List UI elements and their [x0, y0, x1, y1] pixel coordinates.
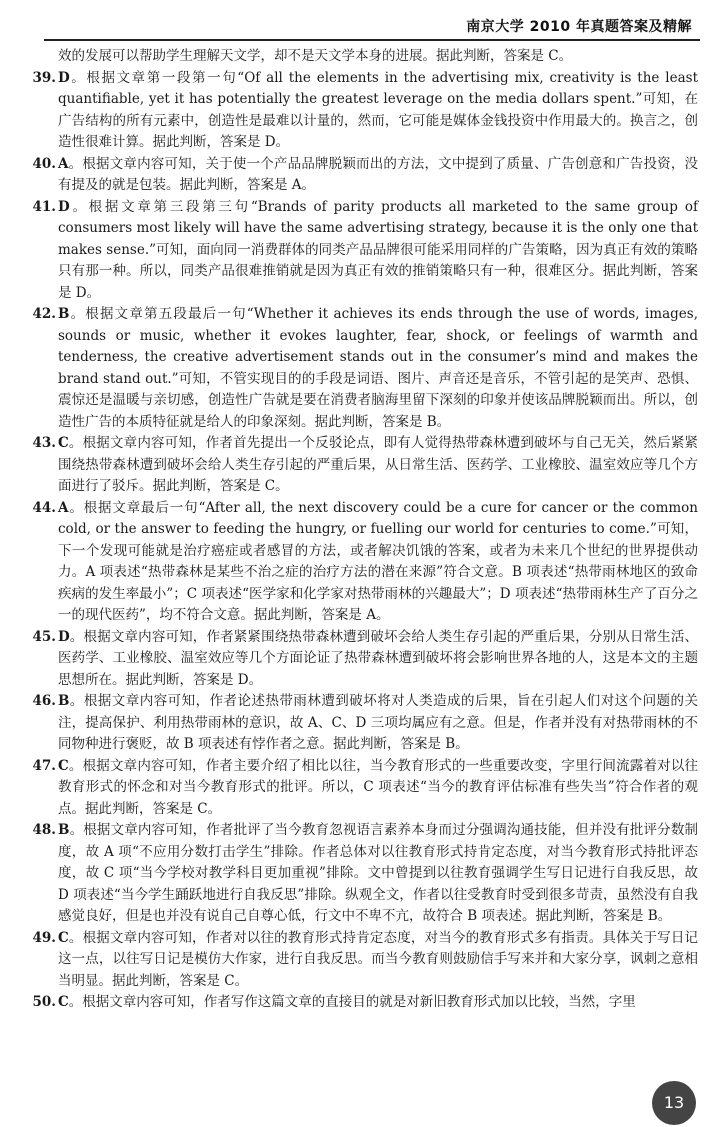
item-number: 41. — [32, 198, 56, 215]
item-40 — [24, 154, 698, 197]
page-number-badge: 13 — [652, 1081, 696, 1125]
item-answer: D — [58, 69, 70, 86]
item-text: 。根据文章最后一句“After all, the next discovery could be a cure for cancer or the common cold, or the answer to feeding the hungry, or fuelling our world for centuries to come.”可知，下一个发现可能就是治疗癌症或者感冒的方法，或者解决饥饿的答案，或者为未来几个世纪的世界提供动力。A 项表述“热带森林是某些不治之症的治疗方法的潜在来源”符合文意。B 项表述“热带雨林地区的致命疾病的发生率最小”；C 项表述“医学家和化学家对热带雨林的兴趣最大”；D 项表述“热带雨林生产了百分之一的现代医药”，均不符合文意。据此判断，答案是 A。 — [58, 499, 698, 623]
item-43 — [24, 433, 698, 498]
item-answer: C — [58, 994, 69, 1010]
item-number: 44. — [32, 499, 56, 516]
item-number: 43. — [32, 435, 56, 451]
item-41 — [24, 197, 698, 305]
item-text: 。根据文章内容可知，作者主要介绍了相比以往，当今教育形式的一些重要改变，字里行间流露着对以往教育形式的怀念和对当今教育形式的批评。所以，C 项表述“当今的教育评估标准有些失当”符合作者的观点。据此判断，答案是 C。 — [58, 757, 698, 817]
item-text: 。根据文章内容可知，作者论述热带雨林遭到破坏将对人类造成的后果，旨在引起人们对这个问题的关注，提高保护、利用热带雨林的意识，故 A、C、D 三项均属应有之意。但是，作者并没有对热带雨林的不同物种进行褒贬，故 B 项表述有悖作者之意。据此判断，答案是 B。 — [58, 693, 698, 752]
item-text: 。根据文章第五段最后一句“Whether it achieves its ends through the use of words, images, sounds or music, whether it evokes laughter, fear, shock, or feelings of warmth and tenderness, the creative advertisement stands out in the consumer’s mind and makes the brand stand out.”可知，不管实现目的的手段是词语、图片、声音还是音乐，不管引起的是笑声、恐惧、震惊还是温暖与亲切感，创造性广告就是要在消费者脑海里留下深刻的印象并使该品牌脱颖而出。所以，创造性广告的本质特征就是给人的印象深刻。据此判断，答案是 B。 — [58, 306, 698, 430]
item-text: 。根据文章内容可知，作者写作这篇文章的直接目的就是对新旧教育形式加以比较，当然，字里 — [68, 994, 636, 1010]
item-answer: D — [58, 628, 70, 645]
item-50 — [24, 992, 698, 1014]
item-45 — [24, 627, 698, 692]
item-answer: D — [58, 198, 70, 215]
item-text: 。根据文章内容可知，作者首先提出一个反驳论点，即有人觉得热带森林遭到破坏与自己无关，然后紧紧围绕热带森林遭到破坏会给人类生存引起的严重后果，从日常生活、医药学、工业橡胶、温室效应等几个方面进行了驳斥。据此判断，答案是 C。 — [58, 435, 698, 494]
item-number: 45. — [32, 628, 56, 645]
item-number: 39. — [32, 69, 56, 86]
item-text: 。根据文章内容可知，作者批评了当今教育忽视语言素养本身而过分强调沟通技能，但并没有批评分数制度，故 A 项“不应用分数打击学生”排除。作者总体对以往教育形式持肯定态度，对当今教育形式持批评态度，故 C 项“当今学校对教学科目更加重视”排除。文中曾提到以往教育强调学生写日记进行自我反思，故 D 项表述“当今学生踊跃地进行自我反思”排除。纵观全文，作者以往受教育时受到很多苛责，虽然没有自我感觉良好，但是也并没有说自己自尊心低，行文中不卑不亢，故符合 B 项表述。据此判断，答案是 B。 — [58, 822, 698, 924]
item-number: 49. — [32, 929, 56, 946]
item-49 — [24, 928, 698, 993]
item-answer: B — [58, 822, 70, 838]
item-number: 46. — [32, 693, 56, 709]
item-47 — [24, 756, 698, 821]
item-answer: C — [58, 929, 69, 946]
item-answer: A — [58, 499, 69, 516]
header-title: 南京大学 2010 年真题答案及精解 — [466, 19, 692, 35]
header-rule — [44, 39, 700, 41]
item-44 — [24, 498, 698, 627]
item-number: 47. — [32, 757, 56, 774]
item-46 — [24, 691, 698, 756]
item-42 — [24, 304, 698, 433]
item-48 — [24, 820, 698, 928]
item-text: 。根据文章内容可知，作者对以往的教育形式持肯定态度，对当今的教育形式多有指责。具体关于写日记这一点，以往写日记是模仿大作家，进行自我反思。而当今教育则鼓励信手写来并和大家分享，讽刺之意相当明显。据此判断，答案是 C。 — [58, 929, 698, 989]
answer-explanations — [24, 46, 698, 1014]
item-text: 。根据文章第一段第一句“Of all the elements in the advertising mix, creativity is the least quantifiable, yet it has potentially the greatest leverage on the media dollars spent.”可知，在广告结构的所有元素中，创造性是最难以计量的，然而，它可能是媒体金钱投资中作用最大的。换言之，创造性很难计算。据此判断，答案是 D。 — [58, 69, 698, 150]
item-number: 48. — [32, 822, 56, 838]
item-number: 50. — [32, 994, 56, 1010]
item-text: 。根据文章第三段第三句“Brands of parity products all marketed to the same group of consumers most likely will have the same advertising strategy, because it is the only one that makes sense.”可知，面向同一消费群体的同类产品品牌很可能采用同样的广告策略，因为真正有效的策略只有那一种。所以，同类产品很难推销就是因为真正有效的推销策略只有一种，很难区分。据此判断，答案是 D。 — [58, 198, 698, 301]
item-39 — [24, 68, 698, 154]
item-answer: C — [58, 435, 69, 451]
page-header — [0, 0, 714, 44]
item-number: 42. — [32, 306, 56, 322]
continuation-paragraph: 效的发展可以帮助学生理解天文学，却不是天文学本身的进展。据此判断，答案是 C。 — [58, 48, 573, 64]
item-answer: B — [58, 693, 70, 709]
item-answer: C — [58, 757, 69, 774]
item-text: 。根据文章内容可知，关于使一个产品品牌脱颖而出的方法，文中提到了质量、广告创意和广告投资，没有提及的就是包装。据此判断，答案是 A。 — [58, 155, 698, 193]
item-answer: B — [58, 306, 70, 322]
item-text: 。根据文章内容可知，作者紧紧围绕热带森林遭到破坏会给人类生存引起的严重后果，分别从日常生活、医药学、工业橡胶、温室效应等几个方面论证了热带森林遭到破坏将会影响世界各地的人，这是本文的主题思想所在。据此判断，答案是 D。 — [58, 628, 698, 688]
item-number: 40. — [32, 155, 56, 172]
item-answer: A — [58, 155, 69, 172]
